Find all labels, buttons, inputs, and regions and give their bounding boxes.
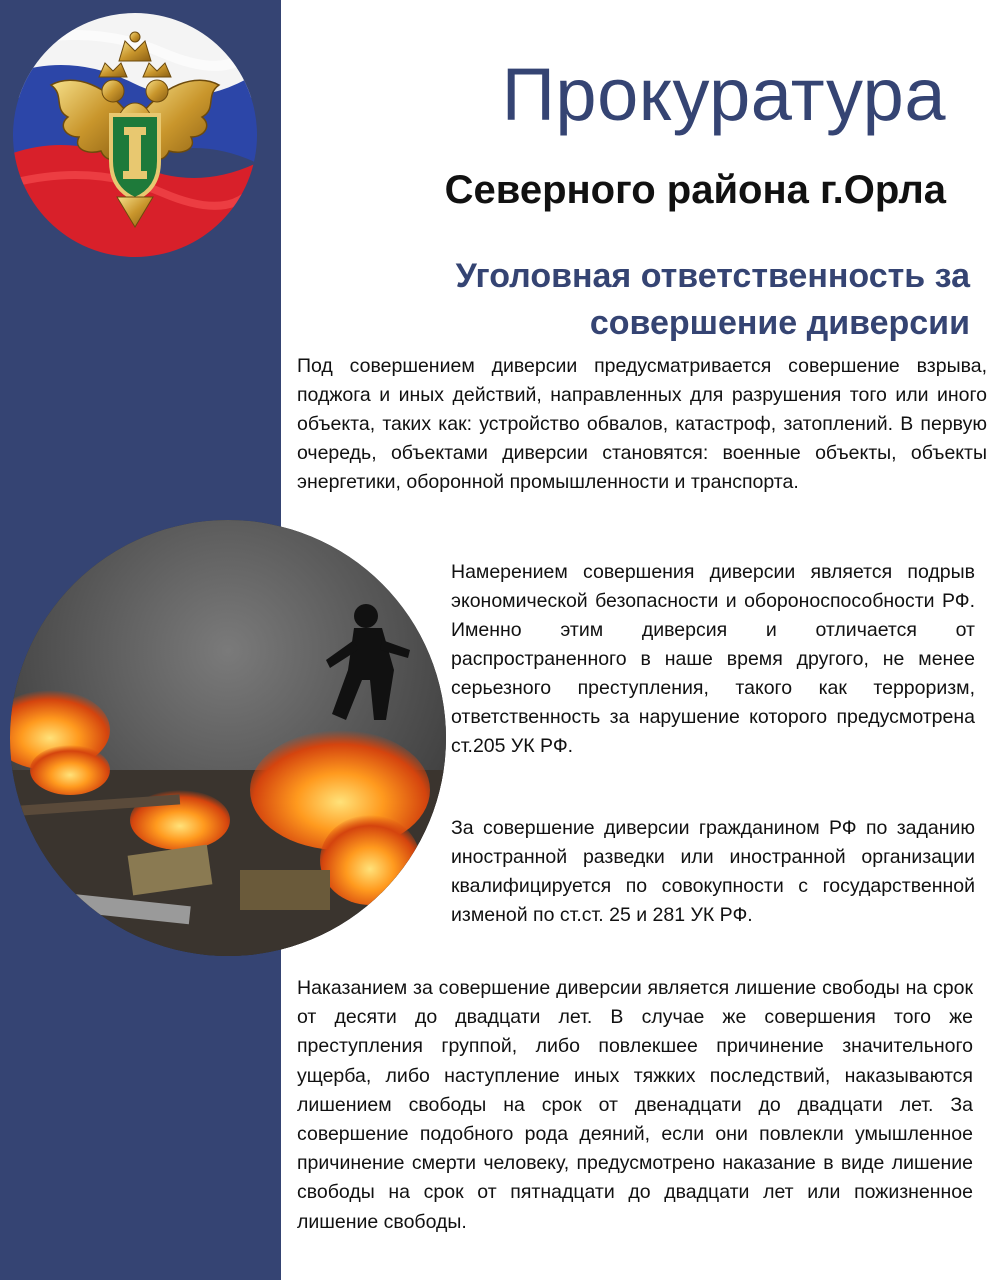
- paragraph-intent: Намерением совершения диверсии является подрыв экономической безопасности и обороноспособности РФ. Именно этим диверсия и отличается от распространенного в наше время другого, не менее серьезного преступления, такого как терроризм, ответственность за нарушение которого предусмотрена ст.205 УК РФ.: [451, 561, 975, 757]
- fire-scene-photo: [10, 520, 446, 956]
- prosecutor-emblem: [13, 13, 257, 257]
- paragraph-foreign-intelligence: За совершение диверсии гражданином РФ по заданию иностранной разведки или иностранной организации квалифицируется по совокупности с государственной изменой по ст.ст. 25 и 281 УК РФ.: [451, 817, 975, 926]
- page-title: Прокуратура: [501, 53, 946, 136]
- article-headline: Уголовная ответственность за совершение диверсии: [455, 257, 970, 342]
- paragraph-punishment: Наказанием за совершение диверсии является лишение свободы на срок от десяти до двадцати лет. В случае же совершения того же преступления группой, либо повлекшее причинение значительного ущерба, либо наступление иных тяжких последствий, наказываются лишением свободы на срок от двенадцати до двадцати лет. За совершение подобного рода деяний, если они повлекли умышленное причинение смерти человеку, предусмотрено наказание в виде лишение свободы на срок от пятнадцати до двадцати лет или пожизненное лишение свободы.: [297, 977, 973, 1233]
- paragraph-definition: Под совершением диверсии предусматривается совершение взрыва, поджога и иных действий, направленных для разрушения того или иного объекта, таких как: устройство обвалов, катастроф, затоплений. В первую очередь, объектами диверсии становятся: военные объекты, объекты энергетики, оборонной промышленности и транспорта.: [297, 355, 987, 493]
- page-subtitle: Северного района г.Орла: [444, 168, 946, 212]
